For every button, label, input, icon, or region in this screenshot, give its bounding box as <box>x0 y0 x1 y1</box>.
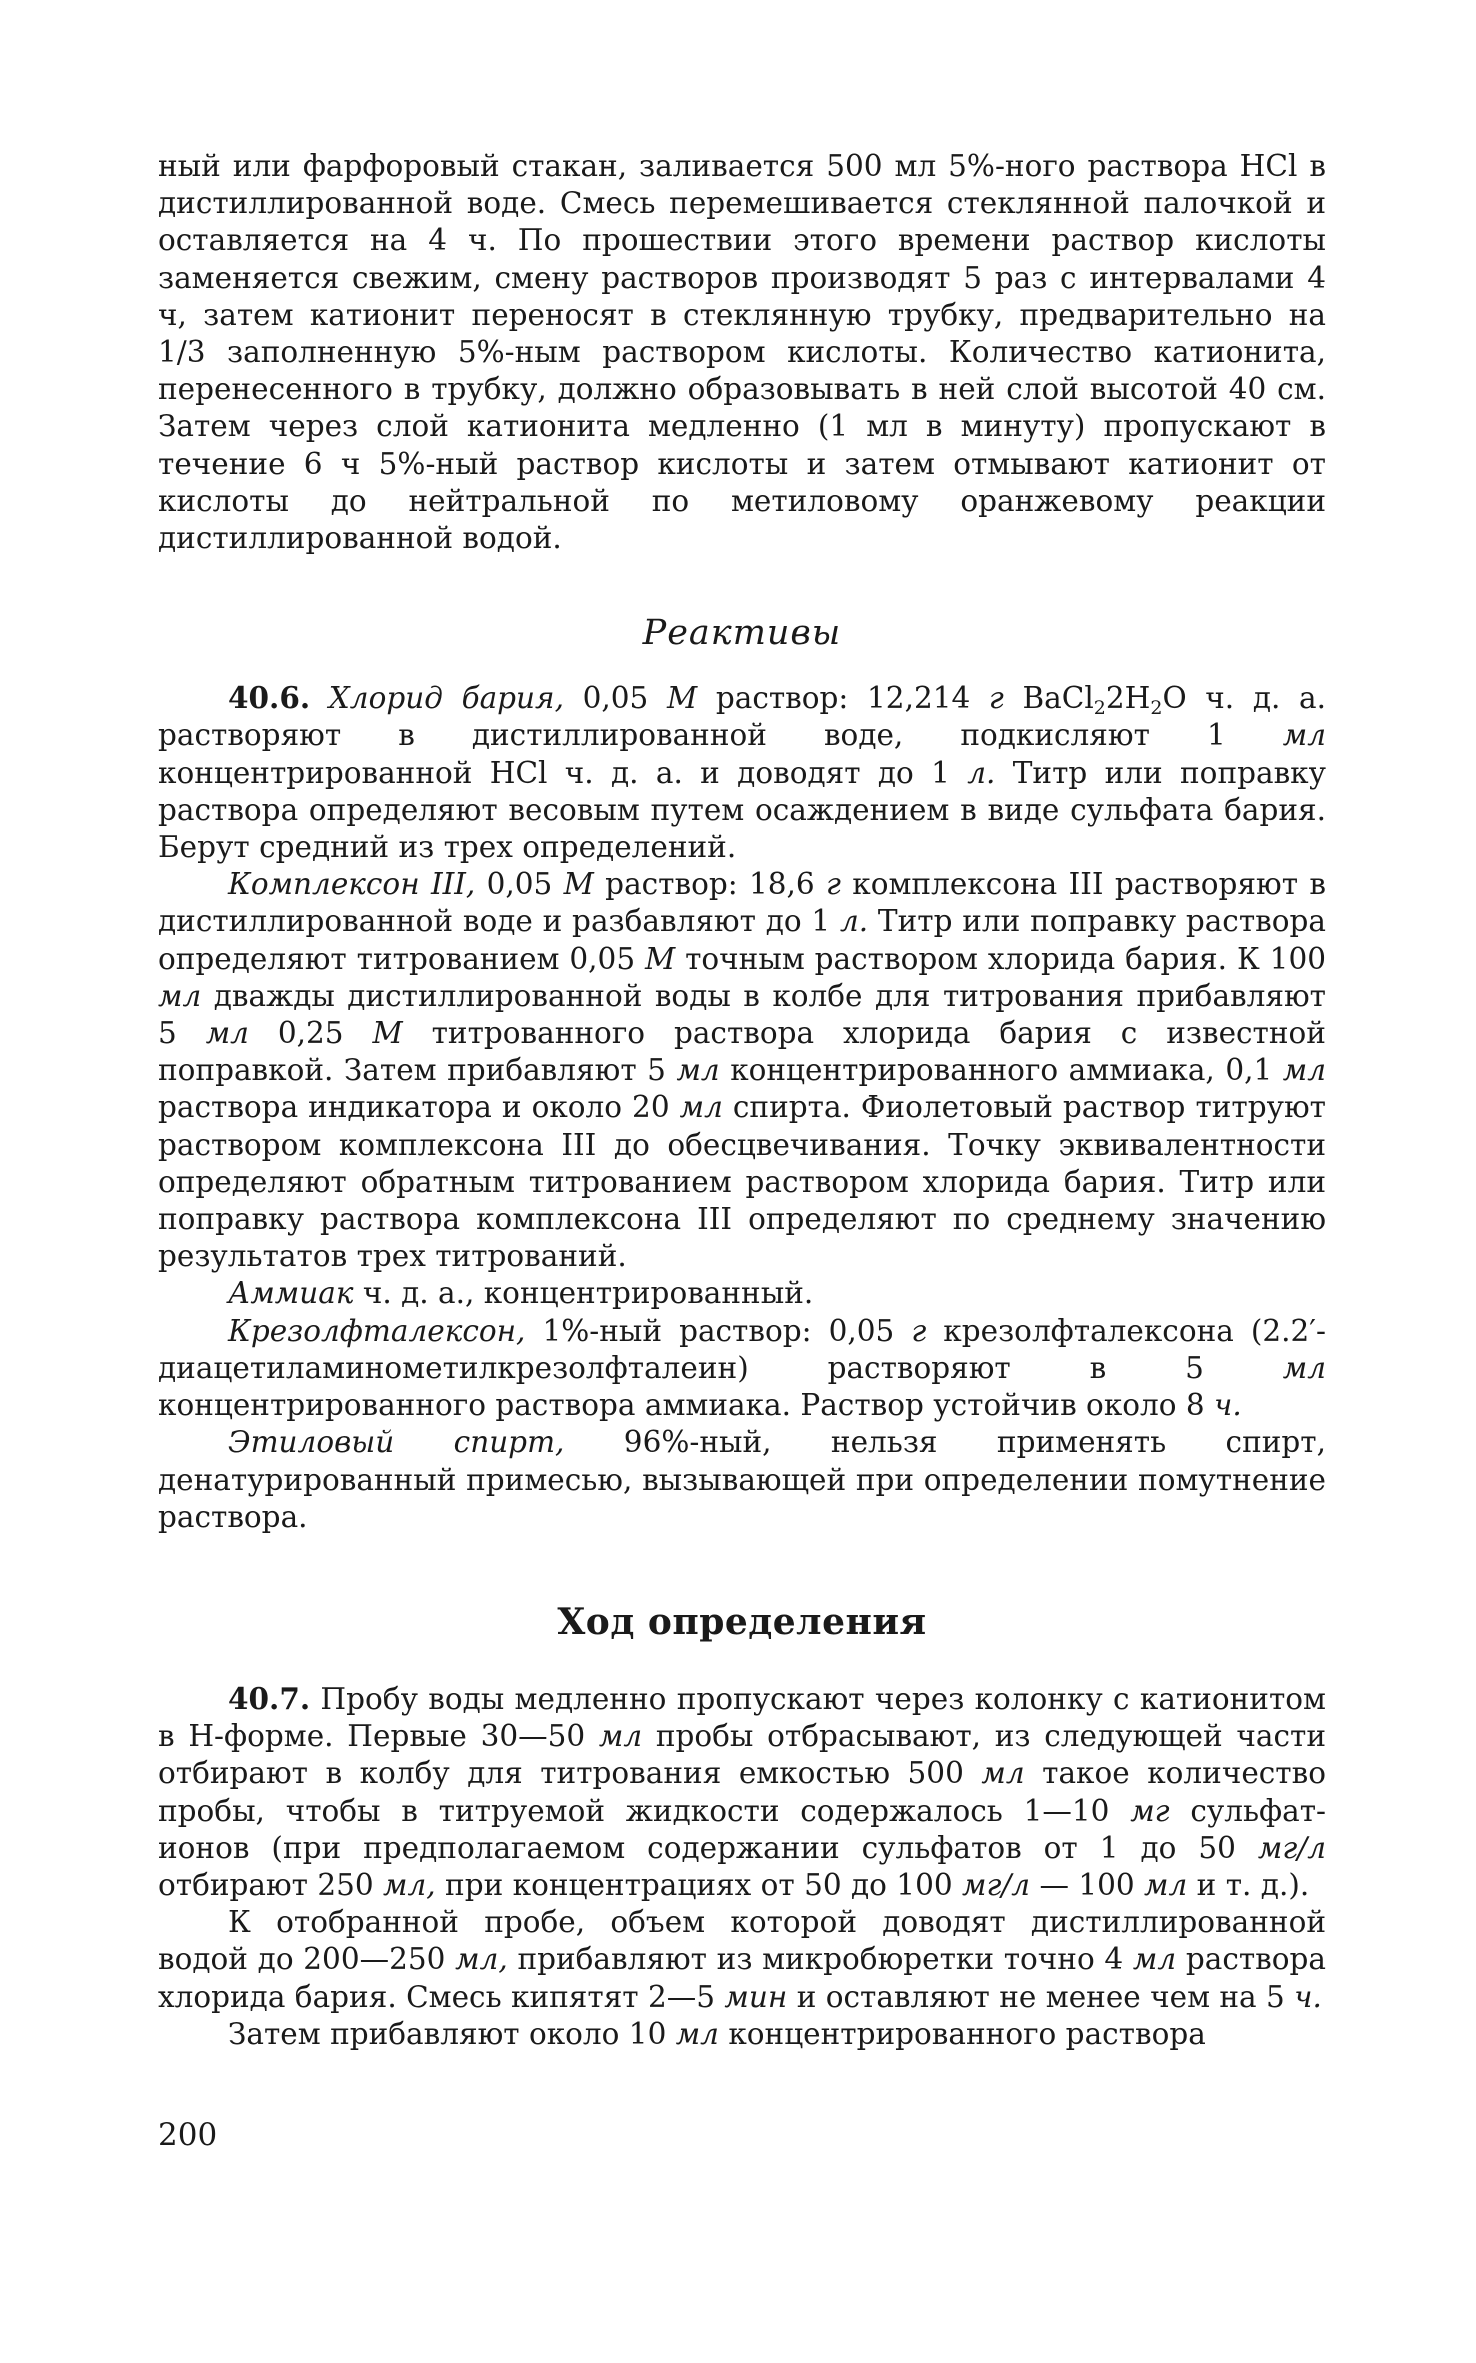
reagents-heading: Реактивы <box>642 613 842 654</box>
cresolphthalexone-paragraph: Крезолфталексон, 1%-ный раствор: 0,05 г крезолфталексона (2.2′-диацетиламинометилкрезолфталеин) растворяют в 5 мл концентрированного раствора аммиака. Раствор устойчив около 8 ч. <box>158 1313 1326 1423</box>
complexon-paragraph: Комплексон III, 0,05 М раствор: 18,6 г комплексона III растворяют в дистиллированной воде и разбавляют до 1 л. Титр или поправку раствора определяют титрованием 0,05 М точным раствором хлорида бария. К 100 мл дважды дистиллированной воды в колбе для титрования прибавляют 5 мл 0,25 М титрованного раствора хлорида бария с известной поправкой. Затем прибавляют 5 мл концентрированного аммиака, 0,1 мл раствора индикатора и около 20 мл спирта. Фиолетовый раствор титруют раствором комплексона III до обесцвечивания. Точку эквивалентности определяют обратным титрованием раствором хлорида бария. Титр или поправку раствора комплексона III определяют по среднему значению результатов трех титрований. <box>158 867 1326 1274</box>
reagent-name: Хлорид бария, <box>328 681 564 716</box>
barium-chloride-paragraph: 40.6. Хлорид бария, 0,05 М раствор: 12,214 г $BaCl_22H_2O$ ч. д. а. растворяют в дистиллированной воде, подкисляют 1 мл концентрированной HCl ч. д. а. и доводят до 1 л. Титр или поправку раствора определяют весовым путем осаждением в виде сульфата бария. Берут средний из трех определений. <box>158 680 1326 865</box>
ethanol-paragraph: Этиловый спирт, 96%-ный, нельзя применять спирт, денатурированный примесью, вызывающей при определении помутнение раствора. <box>158 1425 1326 1534</box>
section-number: 40.6. <box>228 680 311 716</box>
section-number: 40.7. <box>228 1680 311 1716</box>
procedure-paragraph-2: К отобранной пробе, объем которой доводят дистиллированной водой до 200—250 мл, прибавляют из микробюретки точно 4 мл раствора хлорида бария. Смесь кипятят 2—5 мин и оставляют не менее чем на 5 ч. <box>158 1905 1327 2014</box>
procedure-paragraph-1: 40.7. Пробу воды медленно пропускают через колонку с катионитом в Н-форме. Первые 30—50 мл пробы отбрасывают, из следующей части отбирают в колбу для титрования емкостью 500 мл такое количество пробы, чтобы в титруемой жидкости содержалось 1—10 мг сульфат-ионов (при предполагаемом содержании сульфатов от 1 до 50 мг/л отбирают 250 мл, при концентрациях от 50 до 100 мг/л — 100 мл и т. д.). <box>158 1680 1326 1902</box>
procedure-paragraph-3: Затем прибавляют около 10 мл концентрированного раствора <box>228 2016 1206 2051</box>
page-number: 200 <box>158 2117 218 2153</box>
procedure-heading: Ход определения <box>557 1600 927 1643</box>
ammonia-paragraph: Аммиак ч. д. а., концентрированный. <box>228 1276 814 1311</box>
reagent-name: Аммиак <box>228 1276 354 1311</box>
page-body <box>158 148 1326 2053</box>
intro-paragraph: ный или фарфоровый стакан, заливается 500 мл 5%-ного раствора HCl в дистиллированной воде. Смесь перемешивается стеклянной палочкой и оставляется на 4 ч. По прошествии этого времени раствор кислоты заменяется свежим, смену растворов производят 5 раз с интервалами 4 ч, затем катионит переносят в стеклянную трубку, предварительно на 1/3 заполненную 5%-ным раствором кислоты. Количество катионита, перенесенного в трубку, должно образовывать в ней слой высотой 40 см. Затем через слой катионита медленно (1 мл в минуту) пропускают в течение 6 ч 5%-ный раствор кислоты и затем отмывают катионит от кислоты до нейтральной по метиловому оранжевому реакции дистиллированной водой. <box>158 149 1326 556</box>
reagent-name: Крезолфталексон, <box>228 1313 526 1348</box>
reagent-name: Комплексон III, <box>228 867 476 902</box>
reagent-name: Этиловый спирт, <box>228 1425 565 1460</box>
